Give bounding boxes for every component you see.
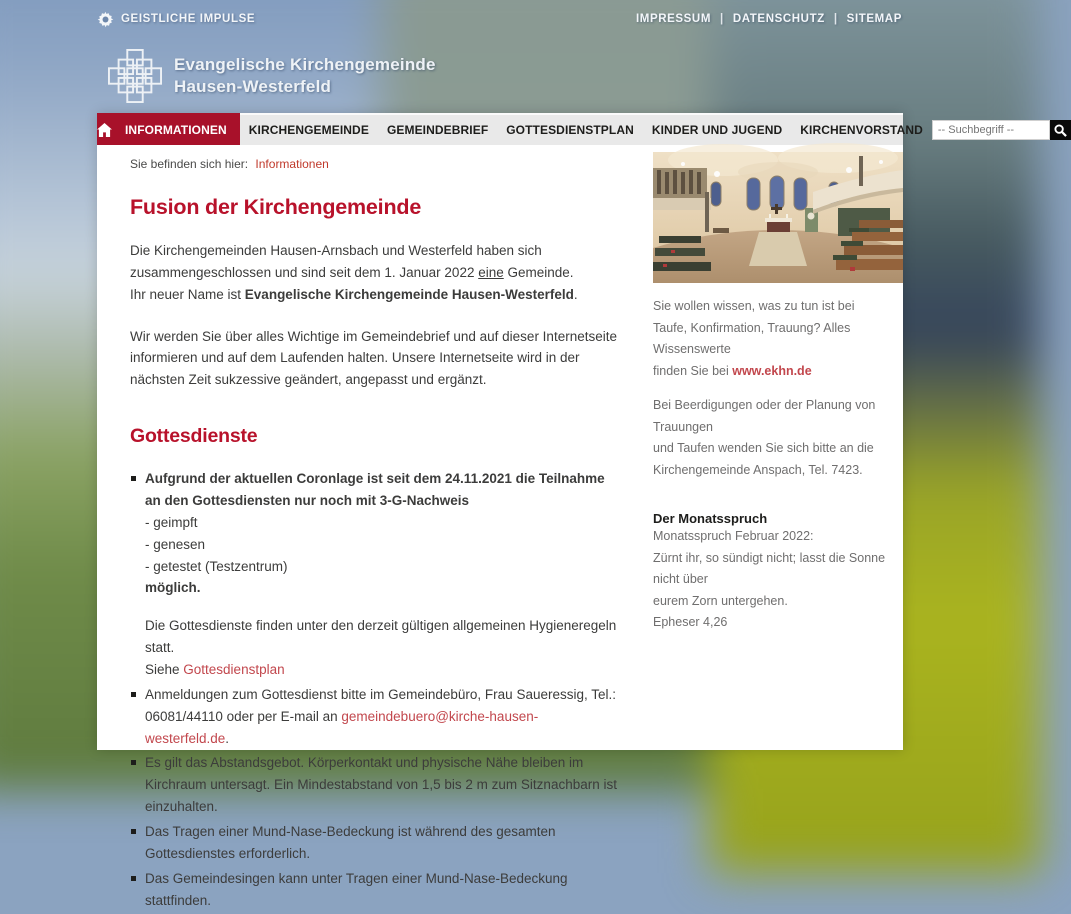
list-item-corona <box>130 468 617 681</box>
gottesdienste-list <box>130 468 617 911</box>
fusion-eine-underlined: eine <box>478 264 504 280</box>
corona-bold-text: Aufgrund der aktuellen Coronlage ist seit dem 24.11.2021 die Teilnahme an den Gottesdiensten nur noch mit 3-G-Nachweis <box>145 471 605 509</box>
sidebar-info-paragraph <box>653 296 903 382</box>
nav-item-gemeindebrief[interactable]: GEMEINDEBRIEF <box>386 123 489 137</box>
new-name-bold: Evangelische Kirchengemeinde Hausen-Westerfeld <box>244 286 574 302</box>
search-input[interactable] <box>932 120 1050 140</box>
monatsspruch-title: Der Monatsspruch <box>653 511 768 526</box>
period: . <box>225 730 230 746</box>
fusion-paragraph <box>130 240 617 306</box>
breadcrumb-current-link[interactable]: Informationen <box>255 157 329 171</box>
site-header <box>97 38 903 113</box>
period: . <box>573 286 578 302</box>
sidebar-beerdigungen-paragraph <box>653 395 903 481</box>
sidebar-line: finden Sie bei <box>653 363 733 378</box>
sitemap-link[interactable]: SITEMAP <box>846 13 902 25</box>
ekhn-link[interactable]: www.ekhn.de <box>732 363 812 378</box>
list-item-anmeldung <box>130 684 617 750</box>
list-item-singen: Das Gemeindesingen kann unter Tragen einer Mund-Nase-Bedeckung stattfinden. <box>130 868 617 912</box>
gottesdienstplan-link[interactable]: Gottesdienstplan <box>183 662 285 678</box>
site-title-line1: Evangelische Kirchengemeinde <box>174 54 436 74</box>
sidebar-line: Taufe, Konfirmation, Trauung? Alles Wissenswerte <box>653 320 851 356</box>
anmeldung-text: Anmeldungen zum Gottesdienst bitte im Gemeindebüro, Frau Saueressig, Tel.: 06081/44110 oder per E-mail an <box>145 686 616 724</box>
monatsspruch-reference: Epheser 4,26 <box>653 615 728 629</box>
list-item-abstand: Es gilt das Abstandsgebot. Körperkontakt und physische Nähe bleiben im Kirchraum untersagt. Ein Mindestabstand von 1,5 bis 2 m zum Sitznachbarn ist einzuhalten. <box>130 752 617 818</box>
nav-item-informationen[interactable]: INFORMATIONEN <box>112 113 240 145</box>
fusion-text-end: Gemeinde. <box>503 264 574 280</box>
main-nav <box>97 113 923 145</box>
siehe-text: Siehe <box>145 662 184 678</box>
fusion-text: Die Kirchengemeinden Hausen-Arnsbach und Westerfeld haben sich zusammengeschlossen und sind seit dem 1. Januar 2022 <box>130 243 542 280</box>
separator: | <box>833 13 838 25</box>
top-bar <box>0 0 1000 38</box>
search-button[interactable] <box>1050 120 1071 140</box>
sidebar-line: Sie wollen wissen, was zu tun ist bei <box>653 299 855 313</box>
sidebar <box>653 145 903 914</box>
info-paragraph: Wir werden Sie über alles Wichtige im Gemeindebrief und auf dieser Internetseite informieren und auf dem Laufenden halten. Unsere Internetseite wird in der nächsten Zeit sukzessive geändert, angepasst und ergänzt. <box>130 328 617 388</box>
separator: | <box>720 13 724 25</box>
genesen-line: - genesen <box>145 536 206 552</box>
nav-item-kinder-und-jugend[interactable]: KINDER UND JUGEND <box>651 123 783 137</box>
content-container <box>97 113 923 908</box>
email-link[interactable]: gemeindebuero@kirche-hausen-westerfeld.de <box>145 708 539 746</box>
monatsspruch-verse-line2: eurem Zorn untergehen. <box>653 593 788 608</box>
getestet-line: - getestet (Testzentrum) <box>145 558 288 574</box>
gear-icon <box>97 11 114 28</box>
nav-item-kirchengemeinde[interactable]: KIRCHENGEMEINDE <box>248 123 369 137</box>
nav-item-kirchenvorstand[interactable]: KIRCHENVORSTAND <box>800 123 923 137</box>
home-icon <box>97 123 112 137</box>
search-box <box>932 115 1071 145</box>
cross-of-squares-logo <box>108 49 162 103</box>
datenschutz-link[interactable]: DATENSCHUTZ <box>732 13 825 25</box>
geimpft-line: - geimpft <box>145 514 198 530</box>
name-intro-text: Ihr neuer Name ist <box>130 286 245 302</box>
hygieneregeln-text: Die Gottesdienste finden unter den derzeit gültigen allgemeinen Hygieneregeln statt. <box>145 618 617 656</box>
gottesdienste-heading: Gottesdienste <box>130 425 258 448</box>
page-title: Fusion der Kirchengemeinde <box>130 195 422 219</box>
breadcrumb-prefix: Sie befinden sich hier: <box>130 157 249 171</box>
main-column <box>130 145 617 914</box>
geistliche-impulse-link[interactable] <box>97 11 255 28</box>
moeglich-bold: möglich. <box>145 580 201 596</box>
sidebar-line: Kirchengemeinde Anspach, Tel. 7423. <box>653 462 863 477</box>
nav-item-gottesdienstplan[interactable]: GOTTESDIENSTPLAN <box>506 123 634 137</box>
impressum-link[interactable]: IMPRESSUM <box>635 13 712 25</box>
breadcrumb <box>130 157 617 171</box>
church-interior-panorama-image <box>653 152 903 283</box>
site-title-line2: Hausen-Westerfeld <box>174 76 332 96</box>
monatsspruch-verse-line1: Zürnt ihr, so sündigt nicht; lasst die Sonne nicht über <box>653 550 886 586</box>
home-button[interactable] <box>97 113 112 145</box>
site-title <box>174 54 436 98</box>
list-item-maske: Das Tragen einer Mund-Nase-Bedeckung ist während des gesamten Gottesdienstes erforderlich. <box>130 821 617 865</box>
monatsspruch-subtitle: Monatsspruch Februar 2022: <box>653 529 814 543</box>
geistliche-impulse-label: GEISTLICHE IMPULSE <box>121 13 256 25</box>
monatsspruch-section <box>653 511 903 634</box>
sidebar-line: und Taufen wenden Sie sich bitte an die <box>653 441 874 455</box>
magnifier-icon <box>1054 124 1067 137</box>
meta-nav <box>636 13 902 25</box>
sidebar-line: Bei Beerdigungen oder der Planung von Trauungen <box>653 398 876 434</box>
